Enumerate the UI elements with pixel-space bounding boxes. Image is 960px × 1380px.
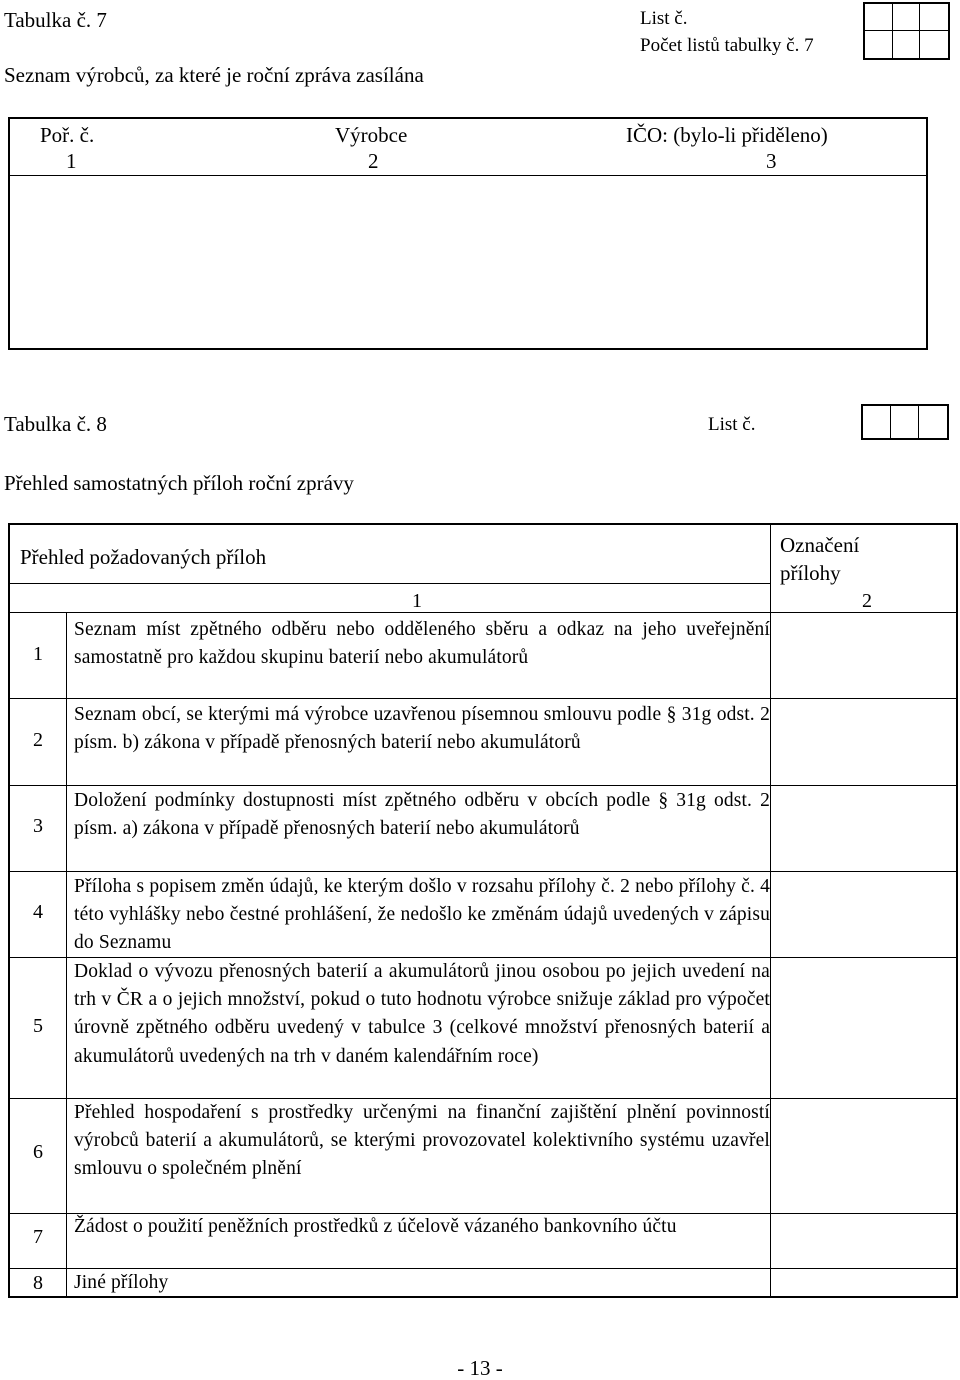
sheet-box[interactable] (919, 406, 947, 438)
row-number: 3 (33, 815, 43, 837)
sheet-box[interactable] (893, 4, 921, 31)
row-marking-cell[interactable] (771, 1269, 956, 1298)
table7-subtitle: Seznam výrobců, za které je roční zpráva zasílána (4, 63, 424, 87)
row-marking-cell[interactable] (771, 872, 956, 957)
sheet-box[interactable] (865, 4, 893, 31)
row-marking-cell[interactable] (771, 699, 956, 785)
row-text: Žádost o použití peněžních prostředků z účelově vázaného bankovního účtu (74, 1216, 677, 1237)
col-number-3: 3 (766, 149, 777, 173)
row-number: 7 (33, 1226, 43, 1248)
row-marking-cell[interactable] (771, 958, 956, 1098)
table8-col-number-2: 2 (862, 590, 872, 612)
table8-header-right: Označení přílohy (780, 533, 860, 585)
col-number-2: 2 (368, 149, 379, 173)
sheet-box[interactable] (863, 406, 891, 438)
table8 (8, 523, 958, 1298)
table7-sheet-label: List č. (640, 8, 688, 29)
row-number: 5 (33, 1015, 43, 1037)
sheet-box[interactable] (891, 406, 919, 438)
table7-sheet-count-label: Počet listů tabulky č. 7 (640, 35, 814, 56)
row-text: Jiné přílohy (74, 1272, 169, 1293)
col-header-vyrobce: Výrobce (335, 123, 408, 147)
row-marking-cell[interactable] (771, 1214, 956, 1268)
table7-body[interactable] (10, 176, 926, 348)
row-number: 4 (33, 901, 43, 923)
row-number: 8 (33, 1272, 43, 1294)
row-text: Doložení podmínky dostupnosti míst zpětného odběru v obcích podle § 31g odst. 2 písm. a) zákona v případě přenosných baterií nebo akumulátorů (74, 790, 770, 840)
table7 (8, 117, 928, 350)
row-text: Seznam míst zpětného odběru nebo odděleného sběru a odkaz na jeho uveřejnění samostatně pro každou skupinu baterií nebo akumulátorů (74, 619, 770, 669)
row-number: 6 (33, 1141, 43, 1163)
table8-header-left: Přehled požadovaných příloh (20, 545, 267, 569)
table7-title: Tabulka č. 7 (4, 8, 107, 32)
row-marking-cell[interactable] (771, 1099, 956, 1213)
table7-sheet-boxes[interactable] (863, 2, 950, 60)
col-number-1: 1 (66, 149, 77, 173)
row-text: Doklad o vývozu přenosných baterií a akumulátorů jinou osobou po jejich uvedení na trh v ČR a o jejich množství, pokud o tuto hodnotu výrobce snižuje základ pro výpočet úrovně zpětného odběru uvedený v tabulce 3 (celkové množství přenosných baterií a akumulátorů uvedených na trh v daném kalendářním roce) (74, 961, 770, 1067)
sheet-count-box[interactable] (865, 31, 893, 58)
row-text: Přehled hospodaření s prostředky určenými na finanční zajištění plnění povinností výrobců baterií a akumulátorů, se kterými provozovatel kolektivního systému uzavřel smlouvu o společném plnění (74, 1102, 770, 1180)
table8-subtitle: Přehled samostatných příloh roční zprávy (4, 471, 354, 495)
table8-col-number-1: 1 (412, 590, 422, 612)
col-header-ico: IČO: (bylo-li přiděleno) (626, 123, 828, 147)
row-marking-cell[interactable] (771, 786, 956, 871)
row-number: 2 (33, 729, 43, 751)
row-number: 1 (33, 643, 43, 665)
row-text: Seznam obcí, se kterými má výrobce uzavřenou písemnou smlouvu podle § 31g odst. 2 písm. b) zákona v případě přenosných baterií nebo akumulátorů (74, 704, 770, 754)
sheet-box[interactable] (920, 4, 948, 31)
table7-header (10, 119, 926, 176)
row-marking-cell[interactable] (771, 613, 956, 698)
sheet-count-box[interactable] (920, 31, 948, 58)
row-text: Příloha s popisem změn údajů, ke kterým došlo v rozsahu přílohy č. 2 nebo přílohy č. 4 této vyhlášky nebo čestné prohlášení, že nedošlo ke změnám údajů uvedených v zápisu do Seznamu (74, 876, 770, 954)
sheet-count-box[interactable] (893, 31, 921, 58)
table8-sheet-label: List č. (708, 414, 756, 435)
page-number: - 13 - (457, 1356, 503, 1380)
col-header-por: Poř. č. (40, 123, 95, 147)
table8-sheet-boxes[interactable] (861, 404, 949, 440)
table8-title: Tabulka č. 8 (4, 412, 107, 436)
